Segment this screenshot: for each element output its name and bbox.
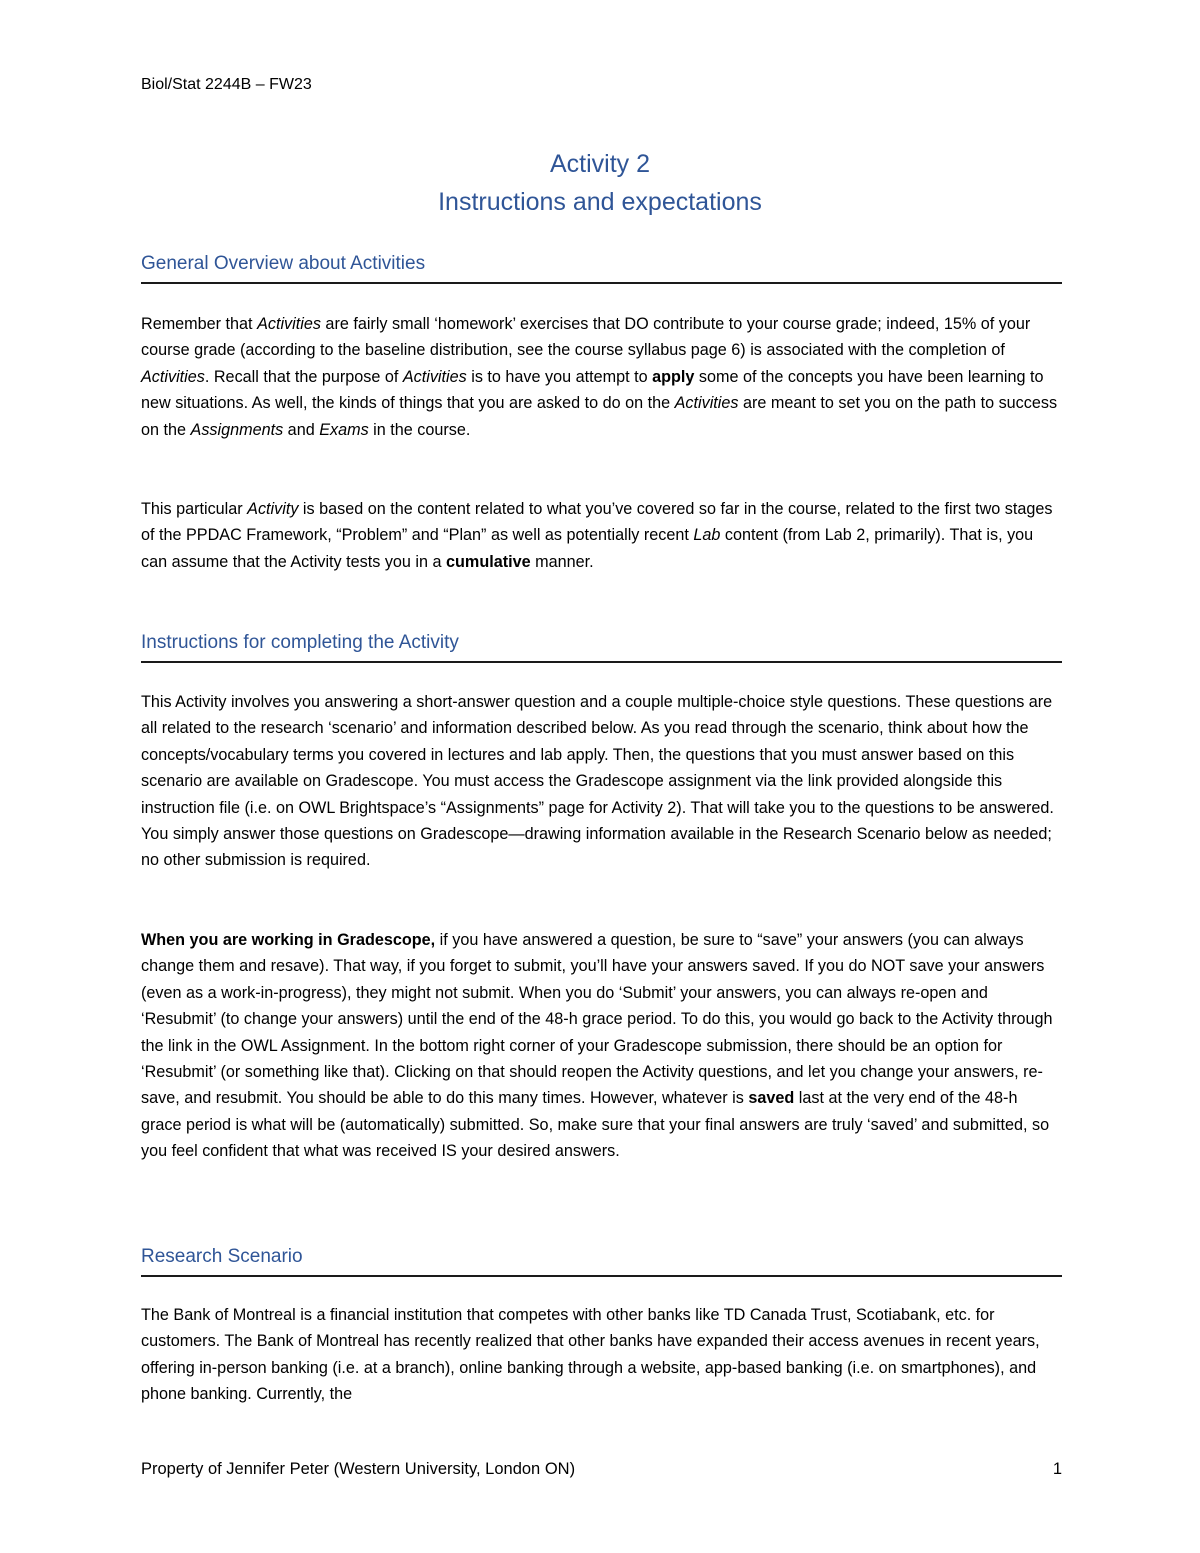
italic-run: Activity: [247, 500, 299, 518]
bold-run: apply: [652, 367, 695, 386]
course-header: Biol/Stat 2244B – FW23: [141, 76, 312, 93]
instructions-text: This Activity involves you answering a short-answer question and a couple multiple-choice style questions. These questions are all related to the research ‘scenario’ and information described below. As you read through the scenario, think about how the concepts/vocabulary terms you covered in lectures and lab apply. Then, the questions that you must answer based on this scenario are available on Gradescope. You must access the Gradescope assignment via the link provided alongside this instruction file (i.e. on OWL Brightspace’s “Assignments” page for Activity 2). That will take you to the questions to be answered. You simply answer those questions on Gradescope—drawing information available in the Research Scenario below as needed; no other submission is required.: [141, 693, 1054, 870]
text-run: . Recall that the purpose of: [204, 367, 403, 386]
text-run: and: [283, 420, 320, 439]
text-run: content (from Lab 2, primarily). That is, you can assume that the Activity tests you in a: [141, 526, 1034, 571]
document-title: [0, 145, 1200, 221]
text-run: if you have answered a question, be sure to “save” your answers (you can always change them and resave). That way, if you forget to submit, you’ll have your answers saved. If you do NOT save your answers (even as a work-in-progress), they might not submit. When you do ‘Submit’ your answers, you can always re-open and ‘Resubmit’ (to change your answers) until the end of the 48-h grace period. To do this, you would go back to the Activity through the link in the OWL Assignment. In the bottom right corner of your Gradescope submission, there should be an option for ‘Resubmit’ (or something like that). Clicking on that should reopen the Activity questions, and let you change your answers, re-save, and resubmit. You should be able to do this many times. However, whatever is: [141, 931, 1053, 1108]
overview-paragraph-2: [141, 496, 1062, 575]
instructions-section: [141, 630, 1062, 663]
italic-run: Activities: [402, 367, 467, 386]
text-run: last at the very end of the 48-h grace period is what will be (automatically) submitted. So, make sure that your final answers are truly ‘saved’ and submitted, so you feel confident that what was received IS your desired answers.: [141, 1089, 1050, 1161]
page-number: 1: [1052, 1460, 1062, 1478]
text-run: Remember that: [141, 315, 258, 333]
text-run: This particular: [141, 500, 248, 518]
title-line-2: Instructions and expectations: [438, 188, 762, 216]
italic-run: Lab: [693, 526, 721, 545]
text-run: manner.: [530, 552, 594, 571]
instructions-paragraph-1: [141, 689, 1062, 874]
scenario-heading: Research Scenario: [141, 1244, 1062, 1277]
bold-run: cumulative: [446, 552, 531, 571]
page-footer: [141, 1460, 1062, 1479]
overview-section: [141, 251, 1062, 284]
italic-run: Exams: [319, 420, 369, 439]
overview-heading: General Overview about Activities: [141, 251, 1062, 284]
text-run: is to have you attempt to: [466, 367, 653, 386]
text-run: in the course.: [368, 420, 471, 439]
text-run: are meant to set you on the path to success on the: [141, 394, 1058, 439]
text-run: is based on the content related to what you’ve covered so far in the course, related to the first two stages of the PPDAC Framework, “Problem” and “Plan” as well as potentially recent: [141, 500, 1053, 545]
bold-run: saved: [748, 1089, 795, 1108]
footer-property: Property of Jennifer Peter (Western University, London ON): [141, 1460, 576, 1478]
title-line-1: Activity 2: [549, 150, 651, 178]
overview-paragraph-1: [141, 311, 1062, 443]
scenario-paragraph-1: [141, 1302, 1062, 1408]
text-run: are fairly small ‘homework’ exercises that DO contribute to your course grade; indeed, 15% of your course grade (according to the baseline distribution, see the course syllabus page 6) is associated with the completion of: [141, 315, 1031, 360]
scenario-text: The Bank of Montreal is a financial institution that competes with other banks like TD Canada Trust, Scotiabank, etc. for customers. The Bank of Montreal has recently realized that other banks have expanded their access avenues in recent years, offering in-person banking (i.e. at a branch), online banking through a website, app-based banking (i.e. on smartphones), and phone banking. Currently, the: [141, 1306, 1040, 1404]
italic-run: Activities: [674, 394, 739, 413]
scenario-section: [141, 1244, 1062, 1277]
instructions-paragraph-2: [141, 927, 1062, 1165]
bold-run: When you are working in Gradescope,: [141, 931, 436, 949]
text-run: some of the concepts you have been learning to new situations. As well, the kinds of things that you are asked to do on the: [141, 367, 1044, 413]
italic-run: Assignments: [190, 420, 284, 439]
instructions-heading: Instructions for completing the Activity: [141, 630, 1062, 663]
italic-run: Activities: [257, 315, 321, 333]
italic-run: Activities: [141, 367, 205, 386]
